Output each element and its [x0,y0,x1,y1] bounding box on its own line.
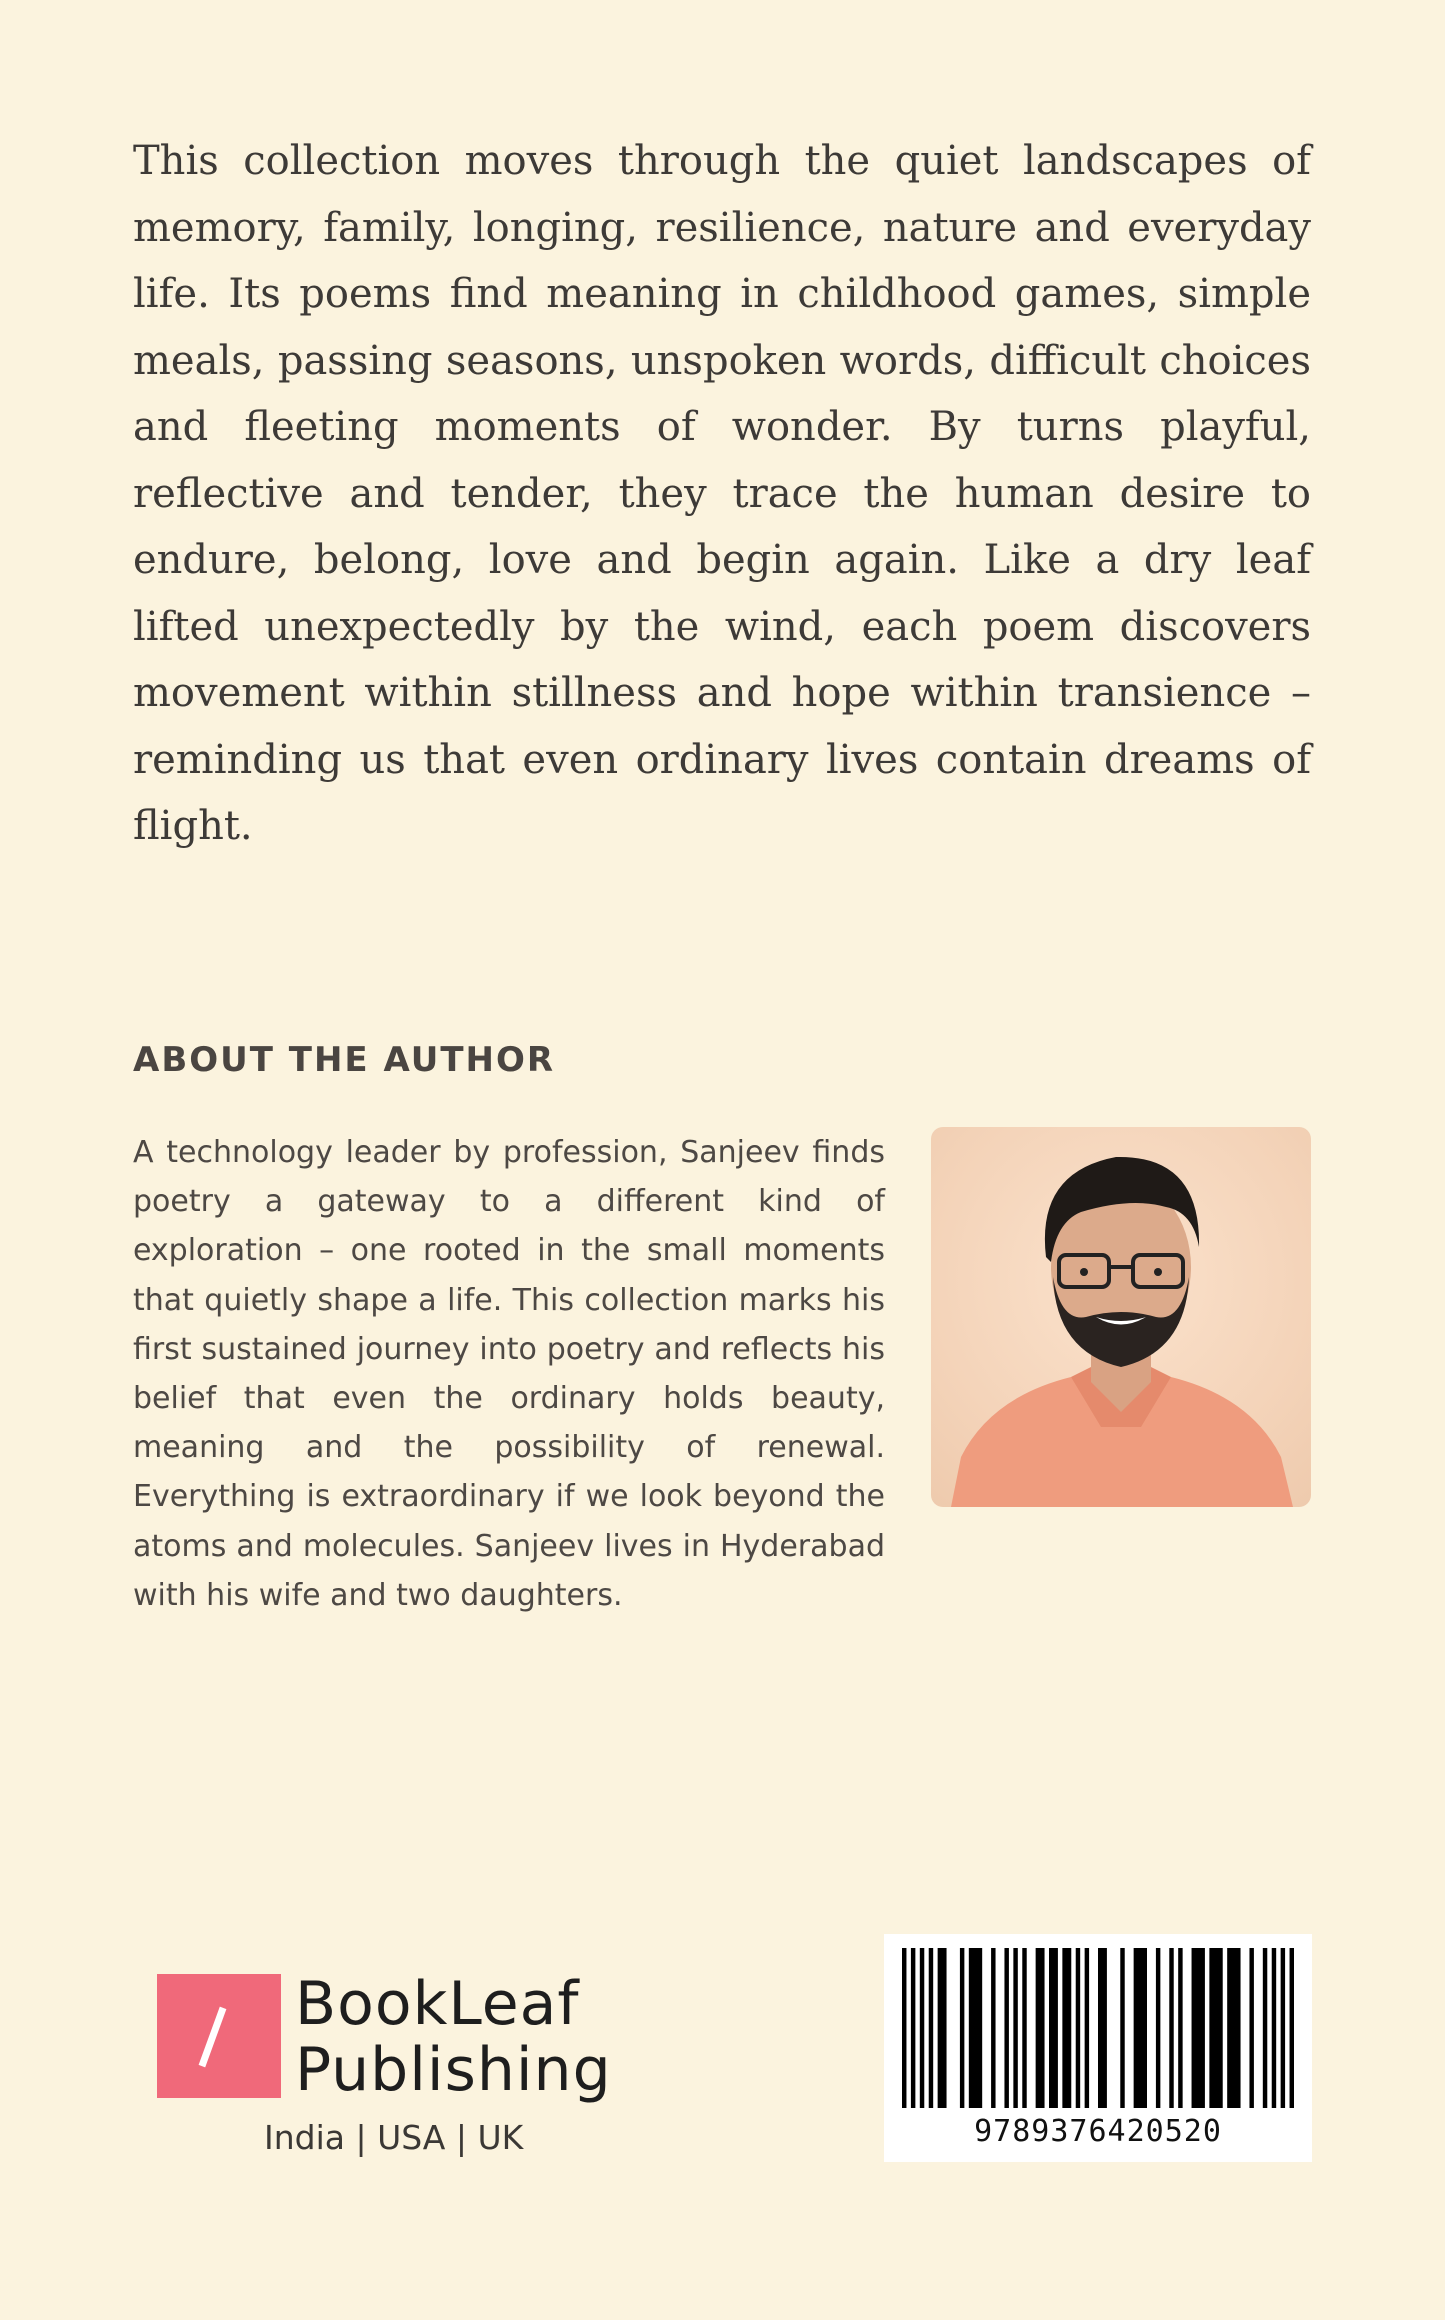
barcode-bar [1120,1948,1124,2108]
bookleaf-logo [157,1969,612,2105]
barcode-bar [1004,1948,1008,2108]
barcode-bar [902,1948,906,2108]
barcode-bar [911,1948,915,2108]
barcode-bar [991,1948,995,2108]
barcode-bar [1209,1948,1222,2108]
barcode-bar [960,1948,964,2108]
barcode-bar [1013,1948,1017,2108]
barcode-bar [1134,1948,1147,2108]
barcode-bar [1062,1948,1071,2108]
barcode-bar [1263,1948,1267,2108]
barcode-bar [1192,1948,1205,2108]
logo-name-line2: Publishing [295,2035,612,2105]
isbn-number: 9789376420520 [974,2114,1222,2149]
isbn-barcode [884,1934,1312,2162]
barcode-bar [1227,1948,1240,2108]
barcode-bar [1098,1948,1107,2108]
barcode-bar [1085,1948,1089,2108]
barcode-bar [1022,1948,1026,2108]
barcode-bar [969,1948,982,2108]
barcode-bar [1290,1948,1294,2108]
barcode-bars [902,1948,1294,2108]
barcode-bar [1169,1948,1173,2108]
barcode-bar [1076,1948,1080,2108]
barcode-bar [1281,1948,1285,2108]
barcode-bar [938,1948,947,2108]
barcode-bar [1156,1948,1160,2108]
barcode-bar [1049,1948,1058,2108]
author-portrait-image [931,1127,1311,1507]
barcode-bar [920,1948,924,2108]
barcode-bar [1272,1948,1276,2108]
author-bio: A technology leader by profession, Sanjeev finds poetry a gateway to a different kind of exploration – one rooted in the small moments that quietly shape a life. This collection marks his first sustained journey into poetry and reflects his belief that even the ordinary holds beauty, meaning and the possibility of renewal. Everything is extraordinary if we look beyond the atoms and molecules. Sanjeev lives in Hyderabad with his wife and two daughters. [133,1135,885,1613]
barcode-bar [929,1948,933,2108]
logo-slash-icon [157,1974,281,2098]
author-photo [931,1127,1311,1507]
barcode-bar [1249,1948,1253,2108]
logo-name-line1: BookLeaf [295,1969,580,2039]
barcode-bar [1036,1948,1045,2108]
publisher-regions: India | USA | UK [264,2118,524,2157]
about-author-heading: ABOUT THE AUTHOR [133,1040,556,1080]
book-blurb: This collection moves through the quiet landscapes of memory, family, longing, resilience, nature and everyday life. Its poems find meaning in childhood games, simple meals, passing seasons, unspoken words, difficult choices and fleeting moments of wonder. By turns playful, reflective and tender, they trace the human desire to endure, belong, love and begin again. Like a dry leaf lifted unexpectedly by the wind, each poem discovers movement within stillness and hope within transience – reminding us that even ordinary lives contain dreams of flight. [133,138,1311,849]
barcode-bar [1178,1948,1182,2108]
